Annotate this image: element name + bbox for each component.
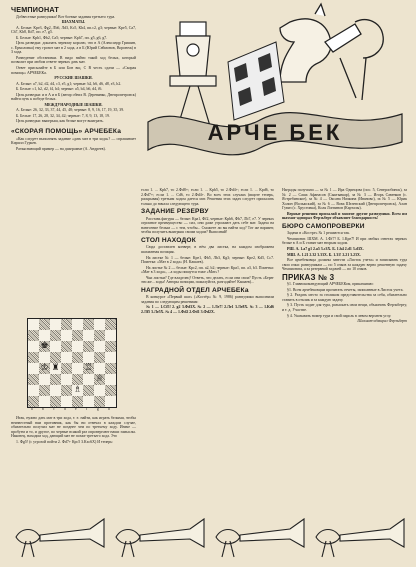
trumpeter-4	[316, 519, 404, 557]
trumpeter-2	[116, 519, 204, 557]
soldier-character	[170, 22, 216, 126]
board-square	[61, 374, 72, 385]
board-square	[72, 352, 83, 363]
chess-piece: ♔	[40, 363, 49, 373]
board-square	[39, 385, 50, 396]
board-square	[61, 319, 72, 330]
awards-text: Награды получили — за № 1 — Ира Одинцова (пос. 5, Северообинск), за № 2 — Саша Афанасов (Сыктывкар), за № 3 — Игорь Савенков (с. Ястребинское), за № 4 — Оксана Начкина (Иваново), за № 5 — Юрик Холин (Вольжский), за № 6 — Вова Шелевский (Днепропетровск), Алан Гувиз (с. Хрустовка), Коля Логвинов (Карталы).	[282, 188, 407, 211]
board-square	[94, 396, 105, 407]
board-square	[39, 319, 50, 330]
banner-ribbon	[148, 113, 402, 155]
board-square	[28, 385, 39, 396]
board-square	[83, 319, 94, 330]
board-square	[39, 352, 50, 363]
chess-piece: ♗	[73, 385, 82, 395]
order-title: ПРИКАЗ № 3	[282, 272, 335, 282]
board-square	[94, 341, 105, 352]
ambulance-solution: 1. Фg5! (с угрозой пойти 2. Фd7+ Крс5 3.Кхс6Х) И теперь:	[16, 439, 114, 444]
draughts-task-b: Б. Белые: c1, b2, d2, f4, h4; черные: a5, b4, b6, d4, f6.	[16, 87, 103, 92]
solution-moves: если 1. ... Крb7, то 2.Фd8+; если 1. ... Крb5, то 2.Фd4+; если 1. ... Крd6, то 2.Фd7+; если 1. ... Сd6, то 2.Фd4+. Во всех этих случаях (ищите теперь, раскрывая) третьим ходом дается мат. Решения этих задач следует присылать только до начала следующего тура.	[141, 188, 274, 206]
board-square	[83, 385, 94, 396]
order-item-2: § 2. Раздать место за столиком представительства за себя, обязательно ставить в отклик и за каждую задачу.	[282, 293, 407, 302]
chess-piece: ♚	[40, 341, 49, 351]
intro-text: Добвестные разведчики! Вот боевые задания третьего тура.	[16, 14, 116, 19]
board-square	[94, 385, 105, 396]
draughts-task-a: А. Белые: a7, b2, d2, d4, c3, e5, g1; черные: b2, b6, d6, d8, e3, h2.	[16, 81, 122, 86]
board-square	[83, 352, 94, 363]
board-square	[94, 319, 105, 330]
bureau-intl: МШ. А. 1.21 2.32 3.33Х. Б. 1.31! 2.21 3.23Х.	[287, 252, 361, 257]
board-square	[28, 363, 39, 374]
goal-a: Цель разведки: доказать черному королю, что в А (Александр Гришин, с. Ермоловка) ему грозит мат в 2 хода, а в Б (Юрий Сеймонов, Воронеж) в 3 хода.	[11, 41, 136, 55]
chess-piece: ♜	[51, 363, 60, 373]
board-square	[61, 330, 72, 341]
board-square	[50, 319, 61, 330]
checkered-flag	[228, 42, 284, 120]
board-square	[83, 341, 94, 352]
ambulance-continued	[11, 416, 136, 445]
board-square	[83, 330, 94, 341]
board-square	[39, 330, 50, 341]
draughts-label: РУССКИЕ ШАШКИ.	[54, 76, 93, 81]
signature: Шахмат-адмирал Ферзьберт	[357, 319, 407, 324]
awards-thanks: Верные решения присылай и многие другие разведчики. Всем им шахмат-адмирал Ферзьберт объявляет благодарность!	[282, 211, 407, 221]
board-square	[105, 319, 116, 330]
board-square	[105, 363, 116, 374]
found-question: Чьи листки? Где владелец? Ответь, что делать, если они свои? Пусть «Берег эти же... ходы! Авторы позиции, пожалуйста, разгадайте! Кашаев)...	[141, 275, 274, 285]
board-square	[50, 341, 61, 352]
bureau-draughts: РШ. А. 1.а7 g1 2.а5 3.сЗХ. Б. 1.h4 2.d1 3.dЗХ.	[287, 247, 364, 252]
board-square	[28, 319, 39, 330]
board-square	[28, 374, 39, 385]
board-square	[105, 341, 116, 352]
board-square	[72, 396, 83, 407]
board-square	[50, 385, 61, 396]
board-square	[50, 374, 61, 385]
board-square	[28, 352, 39, 363]
trumpeter-3	[216, 519, 304, 557]
board-square	[61, 385, 72, 396]
board-square	[94, 352, 105, 363]
board-square	[72, 319, 83, 330]
board-file-label: e	[75, 407, 77, 411]
board-file-label: h	[108, 407, 110, 411]
chess-piece: ♕	[95, 374, 104, 384]
board-square	[50, 330, 61, 341]
chess-piece: ♖	[84, 363, 93, 373]
board-square	[105, 352, 116, 363]
board-square	[72, 363, 83, 374]
bureau-scoring: Все арчебековцы должны завести «Листок учета» и записывать туда свои очки: разведчикам — по 5 очков за каждую верно решенную задачу Чемпионата, а за резервной задачей — по 10 очков.	[282, 258, 407, 272]
board-square	[72, 341, 83, 352]
board-square	[50, 352, 61, 363]
ambulance-explanation: Итак, нужно дать мат в три хода, т. е. найти, как играть белыми, чтобы неизвестный вам противник, как бы ни отвечал в каждом случае, обязательно получил мат не позднее чем по третьему ходу. Иначе — пробуем и то, и другое, по черные всякий раз опровергают наши замыслы. Наконец, находим ход, дающий мат не позже третьего хода. Это	[11, 416, 136, 439]
chess-label: ШАХМАТЫ.	[61, 20, 86, 25]
goal-b: Цель разведки: и в А и в Б (автор обеих В. Деревянко, Днепропетровск) найти путь к победе белых.	[11, 92, 136, 102]
board-square	[28, 341, 39, 352]
intl-task-a: А. Белые: 26, 32, 33, 37, 44, 45, 48; черные: 8, 9, 16, 17, 19, 35, 39.	[16, 108, 125, 113]
order-intro: §1. Главнокомандующий АРЧЕБЕКом, приказываю:	[287, 282, 374, 287]
board-square	[72, 330, 83, 341]
board-square	[61, 352, 72, 363]
board-square	[28, 396, 39, 407]
board-file-label: g	[97, 407, 99, 411]
board-square	[61, 341, 72, 352]
banner-text: АРЧЕ БЕК	[207, 120, 343, 145]
found-table-title: СТОЛ НАХОДОК	[141, 236, 196, 244]
found-sheet-1: На листке № 1 — белые: Крe1, Фb5, Лb3, Кg3; черные: Кре2, Кd5, Сс7. Пометка: «Мат в 2 хода» (Н. Кашаев).	[141, 255, 274, 265]
order-item-4: § 4. Указывать номер тура и свой пароль в левом верхнем углу.	[287, 313, 392, 318]
right-column	[282, 188, 407, 325]
trumpeter-1	[16, 519, 104, 557]
board-square	[94, 363, 105, 374]
order-item-3: § 3. Пусть ходит для тура, разыскать свои вещи, объяснить Ферзьберту, и т. д. Участие.	[282, 303, 407, 313]
middle-column	[141, 188, 274, 316]
order-item-1: §1. Всем арчебековцам прочитать отчеты, записанные в Листок учета.	[287, 287, 404, 292]
intl-task-b: Б. Белые: 17, 26, 28, 32, 34, 42; черные: 7, 8, 9, 13, 18, 19.	[16, 113, 110, 118]
board-square	[50, 396, 61, 407]
situation-text: Разведение обстановки. В видо найти такой ход белых, который позволит при любом ответе черных дать мат.	[11, 55, 136, 65]
intl-label: МЕЖДУНАРОДНЫЕ ШАШКИ.	[44, 102, 103, 107]
board-file-labels	[27, 407, 115, 413]
bureau-title: БЮРО САМОПРОВЕРКИ	[282, 222, 365, 230]
board-file-label: b	[42, 407, 44, 411]
board-square	[39, 374, 50, 385]
board-square	[72, 374, 83, 385]
title-illustration	[140, 2, 410, 190]
ambulance-question: «Как следует выполнять задание «дать мат в три хода»? — спрашивает Кирилл Гурьев.	[11, 136, 136, 146]
found-sheet-2: На листке № 2 — белые: Крс2, пп. а2, b2; черные: Крa1, пп. а3, b3. Пометка: «Мат в 3 хода», ...а ходы пишутся тоже «Мат»?	[141, 265, 274, 275]
page-title: ЧЕМПИОНАТ	[11, 5, 59, 14]
board-file-label: a	[31, 407, 33, 411]
chess-task-b: Б. Белые: Крh1, Фb2, Сa5; черные: Крh7, пп. g5, g6, g7.	[16, 35, 108, 40]
board-square	[105, 396, 116, 407]
bureau-chess: Чемпионат. ШХМ. А. 1.Фf7! Б. 1.Кре7! И при любых ответах черных белые в А и Б ставят мат вторым ходом.	[282, 236, 407, 246]
board-file-label: f	[86, 407, 88, 411]
chess-task-a: А. Белые: Кре3, Фg2, Лb6, Лd3, Кc5, Кh4, пп.c2, g3; черные: Кре5, Сa7, Сh7, Кh8, Кd7, пп. e7, g5.	[11, 25, 136, 35]
board-square	[105, 374, 116, 385]
board-square	[83, 396, 94, 407]
knight-rider	[280, 4, 383, 100]
board-square	[105, 330, 116, 341]
board-square	[83, 374, 94, 385]
board-file-label: c	[53, 407, 55, 411]
award-dept-solutions: № 1 — 1.Сf5! 2. g2 3.Фd3Х. № 2 — 1.Ле7! 2.Ле1 3.Лe8Х. № 3 — 1.Кd6 2.Лf5 3.Лe5Х. № 4 — 1.Фd2 2.Фd1 3.Фd2Х.	[141, 305, 274, 315]
found-table-text: Сюда доставлен конверт, в нём два листка, на каждом изображена шахматная позиция.	[141, 245, 274, 255]
trumpeters-illustration	[6, 507, 410, 563]
board-square	[39, 396, 50, 407]
left-column	[11, 5, 136, 152]
board-square	[61, 363, 72, 374]
board-square	[61, 396, 72, 407]
board-square	[105, 385, 116, 396]
ambulance-example: Разъясняющий пример — на диаграмме (А. Андреев).	[16, 146, 106, 151]
board-square	[94, 330, 105, 341]
reserve-title: ЗАДАНИЕ РЕЗЕРВУ	[141, 208, 209, 216]
award-dept-title: НАГРАДНОЙ ОТДЕЛ АРЧЕБЕКа	[141, 286, 249, 294]
board-square	[28, 330, 39, 341]
goal-c: Цель разведки: выигрыш, как белые могут выиграть.	[16, 119, 104, 124]
reserve-text: Расставь фигуры — белые: Кра1, Фf2, черные: Крb6, Фb7, Лb7, e7. У черных огромное преимущество — сил, они даже угрожают дать себе мат. Задача на нанесение белым — с тем, чтобы... Сможете ли вы найти ход? Тот же вариант, чтобы получить выигрыш своим ходом? Выполняй!	[141, 216, 274, 235]
bureau-text: Задачи в «Костре» № 1 решаются так.	[287, 231, 350, 236]
board-file-label: d	[64, 407, 66, 411]
answer-text: Ответ присылайте в Б или Бон вщ. С В честь сдачи — «Скорая помощь» АРЧЕБЕКа.	[11, 66, 136, 75]
award-dept-text: В конкурсе «Первый шаг» («Костёр» № 9, 1986) разведчики выполнили задания по следующим решениям:	[141, 295, 274, 304]
chess-diagram	[27, 318, 117, 408]
ambulance-title: «СКОРАЯ ПОМОЩЬ» АРЧЕБЕКа	[11, 128, 122, 136]
